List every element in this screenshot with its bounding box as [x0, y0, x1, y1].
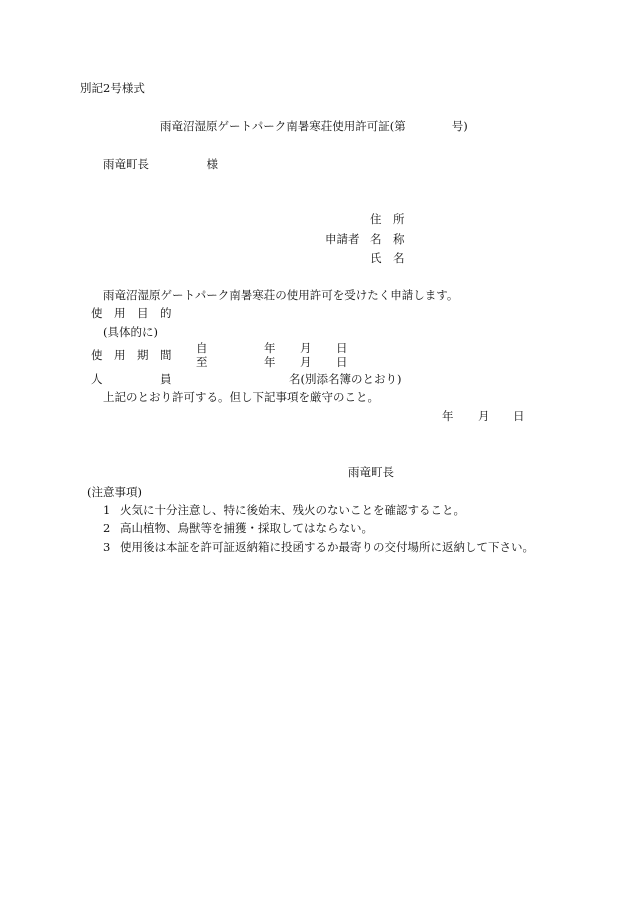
- issue-month-label: 月: [478, 409, 490, 423]
- to-day-label: 日: [336, 355, 348, 369]
- purpose-label: 使 用 目 的: [91, 306, 172, 320]
- note-number: 2: [103, 521, 111, 535]
- permission-text: 上記のとおり許可する。但し下記事項を厳守のこと。: [103, 390, 379, 404]
- issue-year-label: 年: [442, 409, 454, 423]
- to-month-label: 月: [300, 355, 312, 369]
- from-month-label: 月: [300, 341, 312, 355]
- form-label: 別記2号様式: [80, 81, 145, 95]
- applicant-label: 申請者: [325, 232, 360, 246]
- note-text: 使用後は本証を許可証返納箱に投函するか最寄りの交付場所に返納して下さい。: [120, 540, 534, 554]
- from-year-label: 年: [264, 341, 276, 355]
- people-note: 名(別添名簿のとおり): [289, 372, 402, 386]
- note-number: 1: [103, 503, 111, 517]
- specific-label: (具体的に): [103, 325, 158, 339]
- address-label: 住 所: [370, 212, 405, 226]
- note-text: 火気に十分注意し、特に後始末、残火のないことを確認すること。: [120, 503, 465, 517]
- note-text: 高山植物、鳥獣等を捕獲・採取してはならない。: [120, 521, 373, 535]
- to-year-label: 年: [264, 355, 276, 369]
- person-name-label: 氏 名: [370, 251, 405, 265]
- people-label-mid: 員: [160, 372, 172, 386]
- addressee: 雨竜町長 様: [103, 157, 218, 171]
- note-number: 3: [103, 540, 111, 554]
- issue-day-label: 日: [513, 409, 525, 423]
- document-title: 雨竜沼湿原ゲートパーク南暑寒荘使用許可証(第 号): [160, 119, 468, 133]
- period-label: 使 用 期 間: [91, 348, 172, 362]
- request-text: 雨竜沼湿原ゲートパーク南暑寒荘の使用許可を受けたく申請します。: [103, 288, 459, 302]
- people-label-left: 人: [91, 372, 103, 386]
- period-from-label: 自: [196, 341, 208, 355]
- notes-title: (注意事項): [87, 485, 142, 499]
- from-day-label: 日: [336, 341, 348, 355]
- name-label: 名 称: [370, 232, 405, 246]
- period-to-label: 至: [196, 355, 208, 369]
- issuer: 雨竜町長: [348, 465, 394, 479]
